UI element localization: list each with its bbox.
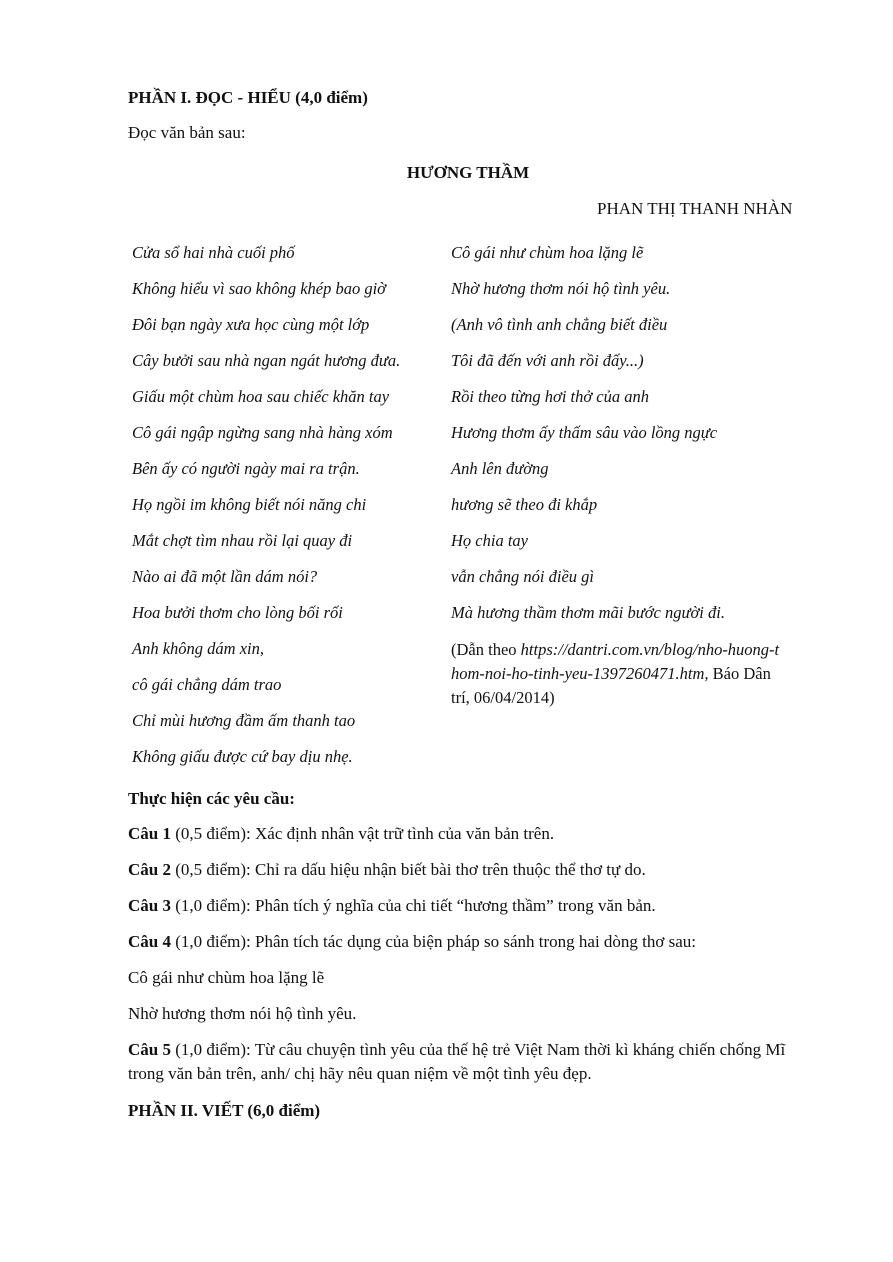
poem-line: Cô gái như chùm hoa lặng lẽ	[451, 243, 644, 262]
poem-line: Không hiểu vì sao không khép bao giờ	[132, 279, 386, 298]
poem-source	[451, 638, 781, 710]
poem-line: cô gái chẳng dám trao	[132, 675, 282, 694]
question-text: Chỉ ra dấu hiệu nhận biết bài thơ trên thuộc thể thơ tự do.	[255, 860, 646, 879]
question-label: Câu 4	[128, 932, 171, 951]
poem-line: Tôi đã đến với anh rồi đấy...)	[451, 351, 644, 370]
source-prefix: (Dẫn theo	[451, 640, 521, 659]
question-points: (1,0 điểm):	[170, 932, 256, 951]
poem-author: PHAN THỊ THANH NHÀN	[597, 199, 793, 218]
intro-text: Đọc văn bản sau:	[128, 123, 246, 142]
poem-line: Cô gái ngập ngừng sang nhà hàng xóm	[132, 423, 393, 442]
question-points: (1,0 điểm):	[170, 1040, 255, 1059]
question-1	[128, 823, 554, 845]
quoted-line: Cô gái như chùm hoa lặng lẽ	[128, 968, 325, 987]
question-points: (1,0 điểm):	[170, 896, 256, 915]
poem-line: Mắt chợt tìm nhau rồi lại quay đi	[132, 531, 353, 550]
poem-line: Hương thơm ấy thấm sâu vào lồng ngực	[451, 423, 718, 442]
poem-line: Cửa sổ hai nhà cuối phố	[132, 243, 295, 262]
question-text: Từ câu chuyện tình yêu của thế hệ trẻ Việt Nam thời kì kháng chiến chống Mĩ trong văn bản trên, anh/ chị hãy nêu quan niệm về một tình yêu đẹp.	[128, 1040, 786, 1083]
question-points: (0,5 điểm):	[170, 860, 256, 879]
question-points: (0,5 điểm):	[170, 824, 256, 843]
poem-line: Anh không dám xin,	[132, 639, 264, 658]
question-3	[128, 895, 656, 917]
quoted-line: Nhờ hương thơm nói hộ tình yêu.	[128, 1004, 357, 1023]
question-label: Câu 1	[128, 824, 171, 843]
poem-line: Họ chia tay	[451, 531, 528, 550]
poem-line: Anh lên đường	[451, 459, 549, 478]
part2-heading: PHẦN II. VIẾT (6,0 điểm)	[128, 1101, 321, 1120]
poem-line: Mà hương thầm thơm mãi bước người đi.	[451, 603, 725, 622]
poem-line: Giấu một chùm hoa sau chiếc khăn tay	[132, 387, 390, 406]
source-url: https://dantri.com.vn/blog/nho-huong-thom-noi-ho-tinh-yeu-1397260471.htm,	[451, 640, 780, 683]
question-text: Phân tích tác dụng của biện pháp so sánh trong hai dòng thơ sau:	[255, 932, 697, 951]
poem-line: (Anh vô tình anh chẳng biết điều	[451, 315, 668, 334]
poem-line: Rồi theo từng hơi thở của anh	[451, 387, 650, 406]
question-5	[128, 1038, 808, 1086]
poem-line: Bên ấy có người ngày mai ra trận.	[132, 459, 360, 478]
poem-line: Hoa bưởi thơm cho lòng bối rối	[132, 603, 343, 622]
poem-line: Nhờ hương thơm nói hộ tình yêu.	[451, 279, 671, 298]
poem-line: hương sẽ theo đi khắp	[451, 495, 598, 514]
question-4	[128, 931, 696, 953]
poem-line: Không giấu được cứ bay dịu nhẹ.	[132, 747, 353, 766]
poem-line: Nào ai đã một lần dám nói?	[132, 567, 318, 586]
poem-line: Chỉ mùi hương đầm ấm thanh tao	[132, 711, 356, 730]
poem-title: HƯƠNG THẦM	[406, 163, 530, 182]
poem-line: vẫn chẳng nói điều gì	[451, 567, 594, 586]
question-label: Câu 5	[128, 1040, 171, 1059]
source-suffix: Báo Dân trí, 06/04/2014)	[451, 664, 771, 707]
question-text: Phân tích ý nghĩa của chi tiết “hương thầm” trong văn bản.	[255, 896, 656, 915]
question-label: Câu 3	[128, 896, 171, 915]
part1-heading: PHẦN I. ĐỌC - HIỂU (4,0 điểm)	[128, 88, 368, 107]
question-2	[128, 859, 646, 881]
requirements-heading: Thực hiện các yêu cầu:	[128, 789, 295, 808]
question-text: Xác định nhân vật trữ tình của văn bản trên.	[255, 824, 555, 843]
poem-line: Cây bưởi sau nhà ngan ngát hương đưa.	[132, 351, 401, 370]
poem-line: Đôi bạn ngày xưa học cùng một lớp	[132, 315, 370, 334]
poem-line: Họ ngồi im không biết nói năng chi	[132, 495, 367, 514]
question-label: Câu 2	[128, 860, 171, 879]
